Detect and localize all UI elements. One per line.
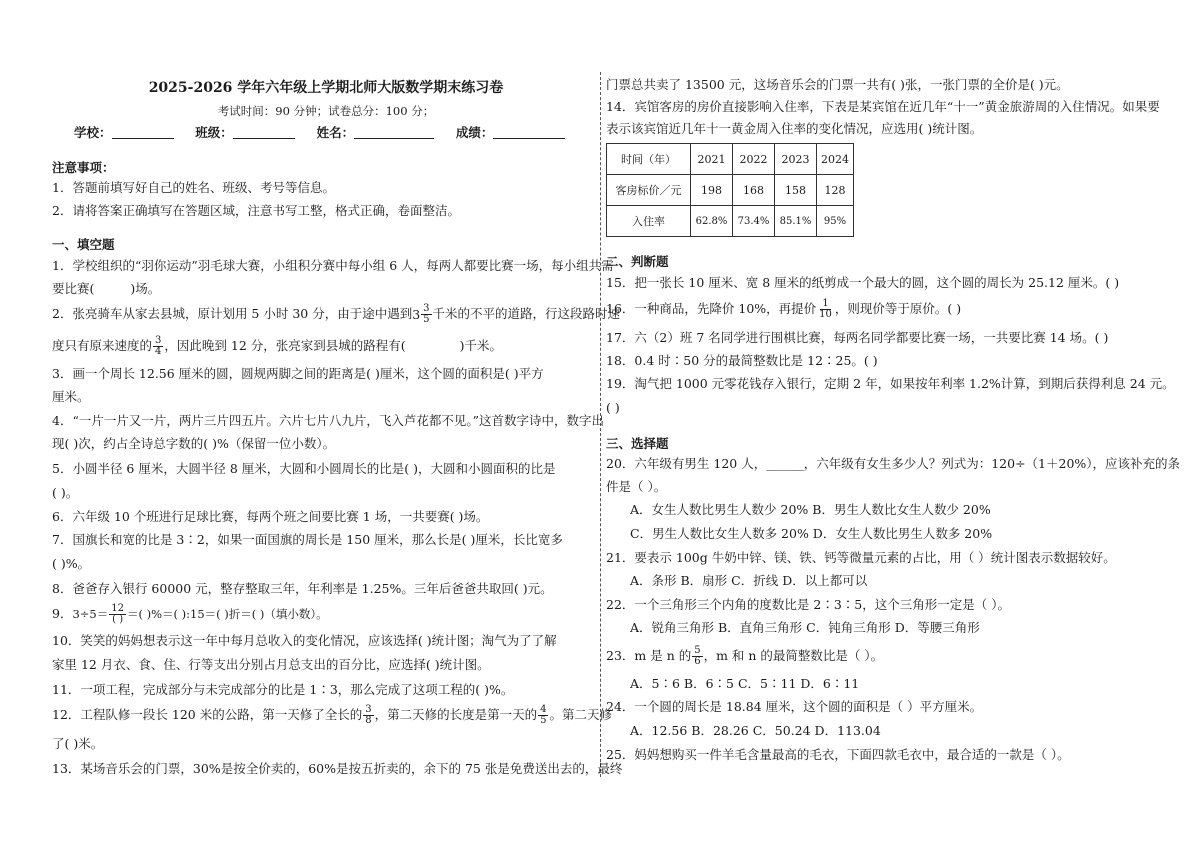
table-cell: 2024 [817,144,854,175]
answer-options: A．女生人数比男生人数少 20% B．男生人数比女生人数少 20% [630,502,991,517]
question-text: 5．小圆半径 6 厘米，大圆半径 8 厘米，大圆和小圆周长的比是( )，大圆和小圆面积的比是 [52,461,556,476]
question-text: 18．0.4 时∶50 分的最简整数比是 12∶25。( ) [606,353,878,368]
question-text: ( ) [606,400,620,415]
fraction: $\frac{3}{8}$ [365,704,372,726]
fraction: $\frac{5}{6}$ [694,645,701,667]
fraction: $\frac{4}{5}$ [540,704,547,726]
table-cell: 95% [817,206,854,237]
question-text: 24．一个圆的周长是 18.84 厘米，这个圆的面积是（ ）平方厘米。 [606,699,983,714]
question-text: 件是（ ）。 [606,479,667,494]
occupancy-table [606,143,854,237]
question-text: 7．国旗长和宽的比是 3∶2，如果一面国旗的周长是 150 厘米，那么长是( )厘米，长比宽多 [52,532,563,547]
table-cell: 2022 [733,144,775,175]
score-label: 成绩： [455,125,494,140]
school-blank[interactable] [112,127,174,139]
table-row [607,206,854,237]
question-text: 13．某场音乐会的门票，30%是按全价卖的，60%是按五折卖的，余下的 75 张是免费送出去的，最终 [52,761,623,776]
question-text: 10．笑笑的妈妈想表示这一年中每月总收入的变化情况，应该选择( )统计图；淘气为了了解 [52,633,557,648]
table-row [607,144,854,175]
table-cell: 168 [733,175,775,206]
notice-item: 2．请将答案正确填写在答题区域，注意书写工整，格式正确，卷面整洁。 [52,203,460,218]
fraction: $\frac{3}{4}$ [155,335,162,357]
table-row [607,175,854,206]
question-text: 19．淘气把 1000 元零花钱存入银行，定期 2 年，如果按年利率 1.2%计算，到期后获得利息 24 元。 [606,376,1175,391]
answer-options: C．男生人数比女生人数多 20% D．女生人数比男生人数多 20% [630,526,993,541]
question-text: 家里 12 月衣、食、住、行等支出分别占月总支出的百分比，应选择( )统计图。 [52,657,490,672]
question-text: 4．“一片一片又一片，两片三片四五片。六片七片八九片，飞入芦花都不见。”这首数字诗中，数字出 [52,413,604,428]
class-blank[interactable] [233,127,295,139]
exam-meta: 考试时间：90 分钟；试卷总分：100 分； [217,104,435,118]
answer-options: A．5∶6 B．6∶5 C．5∶11 D．6∶11 [630,676,860,691]
table-cell: 128 [817,175,854,206]
question-text: ( )%。 [52,556,91,571]
name-label: 姓名： [316,125,355,140]
question-text: 12．工程队修一段长 120 米的公路，第一天修了全长的 $\frac{3}{8}$ ，第二天修的长度是第一天的 $\frac{4}{5}$ 。第二天修 [52,704,612,726]
answer-options: A．条形 B．扇形 C．折线 D．以上都可以 [630,573,868,588]
notice-heading: 注意事项： [52,160,115,175]
question-text: 11．一项工程，完成部分与未完成部分的比是 1∶3，那么完成了这项工程的( )%。 [52,682,514,697]
question-text: ( )。 [52,485,79,500]
table-cell: 198 [691,175,733,206]
school-label: 学校： [74,125,112,140]
question-text: 8．爸爸存入银行 60000 元，整存整取三年，年利率是 1.25%。三年后爸爸共取回( )元。 [52,581,553,596]
question-text: 21．要表示 100g 牛奶中锌、镁、铁、钙等微量元素的占比，用（ ）统计图表示数据较好。 [606,550,1116,565]
question-text: 6．六年级 10 个班进行足球比赛，每两个班之间要比赛 1 场，一共要赛( )场。 [52,509,489,524]
question-text: 表示该宾馆近几年十一黄金周入住率的变化情况，应选用( )统计图。 [606,121,983,136]
question-text: 门票总共卖了 13500 元，这场音乐会的门票一共有( )张，一张门票的全价是( )元。 [606,77,1069,92]
table-cell: 2023 [775,144,817,175]
notice-item: 1．答题前填写好自己的姓名、班级、考号等信息。 [52,180,335,195]
table-cell: 2021 [691,144,733,175]
question-text: 25．妈妈想购买一件羊毛含量最高的毛衣，下面四款毛衣中，最合适的一款是（ ）。 [606,747,1070,762]
question-text: 23．m 是 n 的 $\frac{5}{6}$ ，m 和 n 的最简整数比是（ ）。 [606,645,884,667]
fraction: $\frac{12}{( )}$ [111,603,124,625]
mixed-fraction: 3 $\frac{3}{5}$ [412,303,430,325]
question-text: 厘米。 [52,389,90,404]
section-heading: 二、判断题 [606,254,669,269]
question-text: 3．画一个周长 12.56 厘米的圆，圆规两脚之间的距离是( )厘米，这个圆的面积是( )平方 [52,366,544,381]
answer-options: A．锐角三角形 B．直角三角形 C．钝角三角形 D．等腰三角形 [630,620,980,635]
question-text: 9．3÷5＝ $\frac{12}{( )}$ ＝( )%＝( ):15＝( )折＝( )（填小数）。 [52,603,328,625]
question-text: 要比赛( )场。 [52,281,161,296]
answer-options: A．12.56 B．28.26 C．50.24 D．113.04 [630,723,881,738]
score-blank[interactable] [493,127,565,139]
question-text: 15．把一张长 10 厘米、宽 8 厘米的纸剪成一个最大的圆，这个圆的周长为 25.12 厘米。( ) [606,275,1120,290]
table-cell: 73.4% [733,206,775,237]
question-text: 17．六（2）班 7 名同学进行围棋比赛，每两名同学都要比赛一场，一共要比赛 14 场。( ) [606,330,1109,345]
table-header-cell: 客房标价／元 [607,175,691,206]
section-heading: 三、选择题 [606,436,669,451]
section-heading: 一、填空题 [52,237,115,252]
table-cell: 62.8% [691,206,733,237]
question-text: 14．宾馆客房的房价直接影响入住率，下表是某宾馆在近几年“十一”黄金旅游周的入住情况。如果要 [606,99,1160,114]
fraction: $\frac{1}{10}$ [819,298,832,320]
table-header-cell: 时间（年） [607,144,691,175]
question-text: 2．张亮骑车从家去县城，原计划用 5 小时 30 分，由于途中遇到 3 $\frac{3}{5}$ 千米的不平的道路，行这段路时速 [52,303,621,325]
name-blank[interactable] [354,127,434,139]
class-label: 班级： [195,125,233,140]
question-text: 了( )米。 [52,736,104,751]
question-text: 度只有原来速度的 $\frac{3}{4}$ ，因此晚到 12 分，张亮家到县城的路程有( )千米。 [52,335,503,357]
table-cell: 158 [775,175,817,206]
question-text: 20．六年级有男生 120 人，______，六年级有女生多少人？列式为：120÷（1＋20%），应该补充的条 [606,456,1181,471]
info-fields [74,125,565,141]
question-text: 现( )次，约占全诗总字数的( )%（保留一位小数）。 [52,436,336,451]
question-text: 1．学校组织的“羽你运动”羽毛球大赛，小组积分赛中每小组 6 人，每两人都要比赛一场，每小组共需 [52,258,614,273]
question-text: 16．一种商品，先降价 10%，再提价 $\frac{1}{10}$ ，则现价等于原价。( ) [606,298,962,320]
exam-title: 2025-2026 学年六年级上学期北师大版数学期末练习卷 [148,80,504,96]
question-text: 22．一个三角形三个内角的度数比是 2∶3∶5，这个三角形一定是（ ）。 [606,597,1010,612]
table-header-cell: 入住率 [607,206,691,237]
table-cell: 85.1% [775,206,817,237]
